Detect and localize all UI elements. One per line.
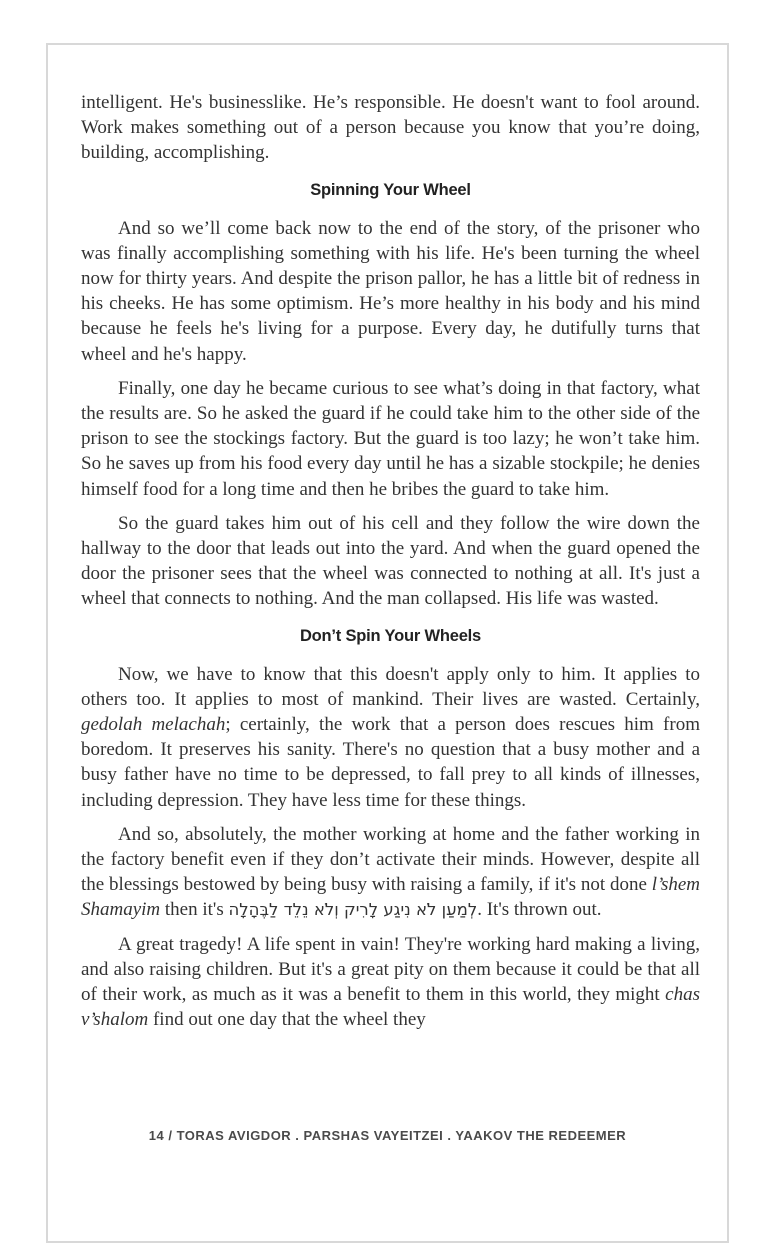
- body-paragraph: [81, 662, 700, 813]
- text-run: intelligent. He's businesslike. He’s responsible. He doesn't want to fool around. Work makes something out of a person because you know that you’re doing, building, accomplishing.: [81, 92, 700, 164]
- text-run: . It's thrown out.: [477, 899, 602, 921]
- body-paragraph: [81, 376, 700, 502]
- body-paragraph: [81, 216, 700, 367]
- text-run: So the guard takes him out of his cell and they follow the wire down the hallway to the door that leads out into the yard. And when the guard opened the door the prisoner sees that the wheel was connected to nothing at all. It's just a wheel that connects to nothing. And the man collapsed. His life was wasted.: [81, 512, 700, 610]
- italic-term: gedolah melachah: [81, 714, 226, 736]
- footer-text: 14 / TORAS AVIGDOR . PARSHAS VAYEITZEI . YAAKOV THE REDEEMER: [148, 1128, 627, 1143]
- text-run: Finally, one day he became curious to see what’s doing in that factory, what the results are. So he asked the guard if he could take him to the other side of the prison to see the stockings factory. But the guard is too lazy; he won’t take him. So he saves up from his food every day until he has a sizable stockpile; he denies himself food for a long time and then he bribes the guard to take him.: [81, 377, 700, 500]
- text-run: then it's: [160, 899, 229, 921]
- text-run: And so, absolutely, the mother working at home and the father working in the factory benefit even if they don’t activate their minds. However, despite all the blessings bestowed by being busy with raising a family, if it's not done: [81, 823, 700, 896]
- section-heading: Don’t Spin Your Wheels: [299, 626, 482, 645]
- body-paragraph: [81, 932, 700, 1033]
- page-footer: [48, 1128, 727, 1143]
- page-content: [48, 45, 727, 1033]
- italic-term: chas v’shalom: [81, 984, 700, 1031]
- page-frame: [46, 43, 729, 1243]
- body-paragraph: [81, 90, 700, 166]
- text-run: ; certainly, the work that a person does rescues him from boredom. It preserves his sanity. There's no question that a busy mother and a busy father have no time to be depressed, to fall prey to all kinds of illnesses, including depression. They have less time for these things.: [81, 714, 700, 811]
- body-paragraph: [81, 822, 700, 923]
- hebrew-phrase: לְמַעַן לֹא נִיגַע לָרִיק וְלֹא נֵלֵד לַבֶּהָלָה: [228, 900, 478, 920]
- text-run: Now, we have to know that this doesn't apply only to him. It applies to others too. It applies to most of mankind. Their lives are wasted. Certainly,: [81, 663, 700, 710]
- text-run: find out one day that the wheel they: [148, 1009, 426, 1031]
- text-run: And so we’ll come back now to the end of the story, of the prisoner who was finally accomplishing something with his life. He's been turning the wheel now for thirty years. And despite the prison pallor, he has a little bit of redness in his cheeks. He has some optimism. He’s more healthy in his body and his mind because he feels he's living for a purpose. Every day, he dutifully turns that wheel and he's happy.: [81, 217, 700, 365]
- section-heading: Spinning Your Wheel: [310, 180, 471, 199]
- text-run: A great tragedy! A life spent in vain! They're working hard making a living, and also raising children. But it's a great pity on them because it could be that all of their work, as much as it was a benefit to them in this world, they might: [81, 933, 700, 1006]
- italic-term: l’shem Shamayim: [81, 874, 700, 921]
- body-paragraph: [81, 511, 700, 612]
